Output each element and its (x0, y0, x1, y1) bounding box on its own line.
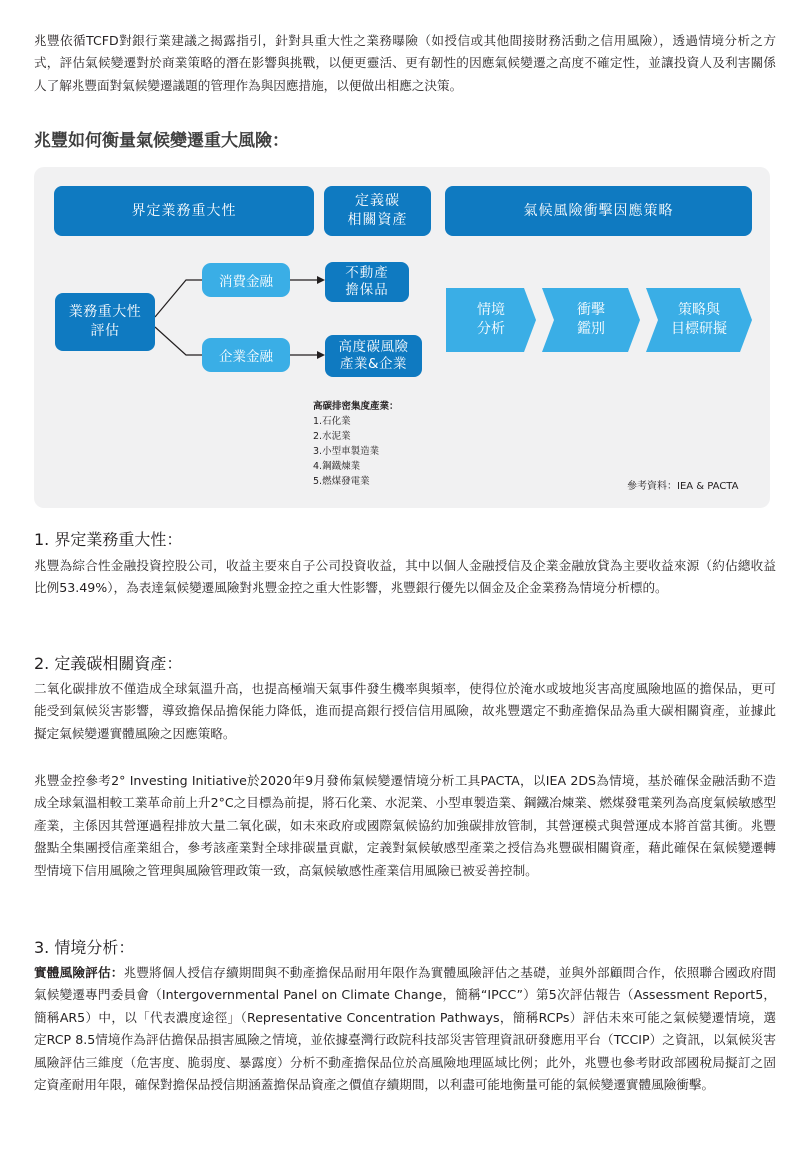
intro-paragraph: 兆豐依循TCFD對銀行業建議之揭露指引，針對具重大性之業務曝險（如授信或其他間接財務活動之信用風險），透過情境分析之方式，評估氣候變遷對於商業策略的潛在影響與挑戰，以便更靈活、更有韌性的因應氣候變遷之高度不確定性，並讓投資人及利害關係人了解兆豐面對氣候變遷議題的管理作為與因應措施，以便做出相應之決策。 (34, 33, 776, 93)
high-carbon-industry-box: 高度碳風險 產業&企業 (325, 335, 422, 377)
consumer-finance-box: 消費金融 (202, 263, 290, 297)
real-estate-collateral-box: 不動產 擔保品 (325, 262, 409, 302)
source-note: 參考資料：IEA & PACTA (627, 481, 739, 492)
section3-lead: 實體風險評估： (34, 965, 124, 980)
industry-item: 2.水泥業 (313, 431, 351, 442)
section3-title: 3. 情境分析： (34, 938, 135, 957)
section3-body (34, 962, 776, 1096)
industries-title: 高碳排密集度產業： (313, 401, 399, 412)
industry-item: 5.燃煤發電業 (313, 476, 370, 487)
risk-measurement-diagram (34, 167, 770, 508)
step-strategy-label: 策略與 目標研擬 (671, 302, 727, 337)
header-climate-strategy: 氣候風險衝擊因應策略 (445, 186, 752, 236)
step-impact-identification (542, 288, 640, 352)
header-business-materiality: 界定業務重大性 (54, 186, 314, 236)
step-scenario-label: 情境 分析 (477, 302, 505, 337)
section2-body1: 二氧化碳排放不僅造成全球氣溫升高，也提高極端天氣事件發生機率與頻率，使得位於淹水或坡地災害高度風險地區的擔保品，更可能受到氣候災害影響，導致擔保品擔保能力降低，進而提高銀行授信信用風險，故兆豐選定不動產擔保品為重大碳相關資產，並據此擬定氣候變遷實體風險之因應策略。 (34, 681, 776, 741)
section3-text: 兆豐將個人授信存續期間與不動產擔保品耐用年限作為實體風險評估之基礎，並與外部顧問合作，依照聯合國政府間氣候變遷專門委員會（Intergovernmental Panel on Climate Change，簡稱“IPCC”）第5次評估報告（Assessment Report5，簡稱AR5）中，以「代表濃度途徑」（Representative Concentration Pathways，簡稱RCPs）評估未來可能之氣候變遷情境，選定RCP 8.5情境作為評估擔保品損害風險之情境，並依據臺灣行政院科技部災害管理資訊研發應用平台（TCCIP）之資訊，以氣候災害風險評估三維度（危害度、脆弱度、暴露度）分析不動產擔保品位於高風險地理區域比例；此外，兆豐也參考財政部國稅局擬訂之固定資產耐用年限，確保對擔保品授信期涵蓋擔保品資產之價值存續期間，以利盡可能地衡量可能的氣候變遷實體風險衝擊。 (34, 965, 777, 1093)
industry-item: 3.小型車製造業 (313, 446, 380, 457)
step-strategy-target (646, 288, 752, 352)
industry-item: 4.鋼鐵煉業 (313, 461, 361, 472)
section2-body2: 兆豐金控參考2° Investing Initiative於2020年9月發佈氣候變遷情境分析工具PACTA，以IEA 2DS為情境，基於確保金融活動不造成全球氣溫相較工業革命前上升2°C之目標為前提，將石化業、水泥業、小型車製造業、鋼鐵冶煉業、燃煤發電業列為高度氣候敏感型產業，主係因其營運過程排放大量二氧化碳，如未來政府或國際氣候協約加強碳排放管制，其營運模式與營運成本將首當其衝。兆豐盤點全集團授信產業組合，參考該產業對全球排碳量貢獻，定義對氣候敏感型產業之授信為兆豐碳相關資產，藉此確保在氣候變遷轉型情境下信用風險之管理與風險管理政策一致，高氣候敏感性產業信用風險已被妥善控制。 (34, 773, 776, 878)
header-carbon-assets: 定義碳 相關資產 (324, 186, 431, 236)
step-scenario-analysis (446, 288, 536, 352)
section1-body: 兆豐為綜合性金融投資控股公司，收益主要來自子公司投資收益，其中以個人金融授信及企業金融放貸為主要收益來源（約佔總收益比例53.49%），為表達氣候變遷風險對兆豐金控之重大性影響，兆豐銀行優先以個金及企金業務為情境分析標的。 (34, 558, 776, 596)
step-impact-label: 衝擊 鑑別 (577, 302, 605, 337)
industry-item: 1.石化業 (313, 416, 351, 427)
corporate-finance-box: 企業金融 (202, 338, 290, 372)
section2-title: 2. 定義碳相關資產： (34, 654, 183, 673)
diagram-heading: 兆豐如何衡量氣候變遷重大風險： (34, 131, 289, 151)
section1-title: 1. 界定業務重大性： (34, 530, 183, 549)
materiality-evaluation-box: 業務重大性 評估 (55, 293, 155, 351)
